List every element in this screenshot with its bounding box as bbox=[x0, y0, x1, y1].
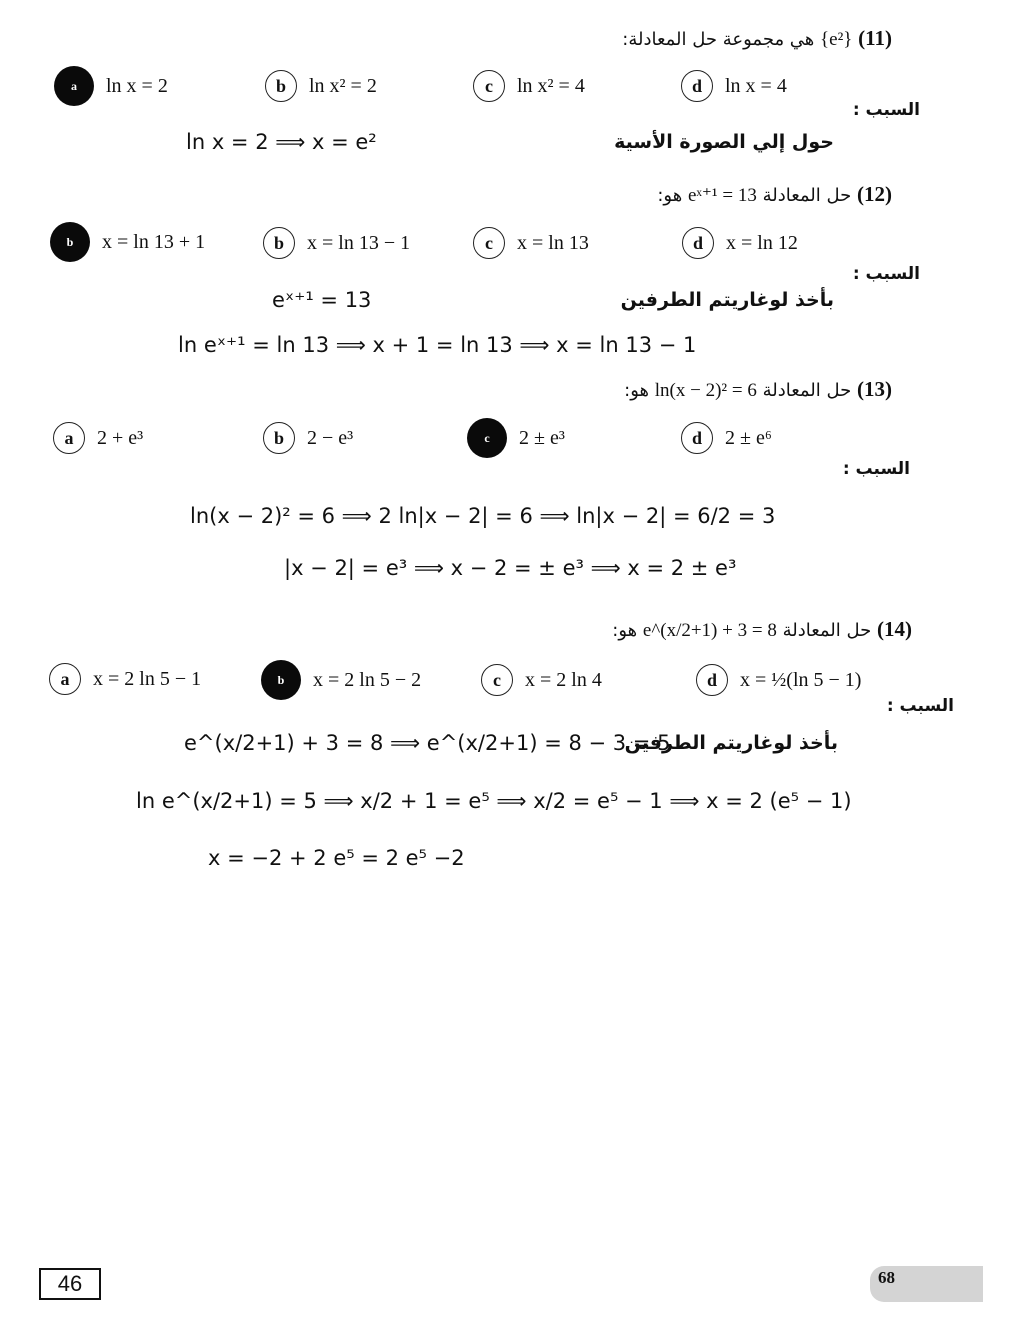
reason-label: السبب : bbox=[852, 264, 920, 284]
solution-step: ln x = 2 ⟹ x = e² bbox=[186, 130, 377, 154]
option-c[interactable] bbox=[473, 70, 585, 102]
selected-option-marker: b bbox=[261, 660, 301, 700]
option-marker: c bbox=[473, 70, 505, 102]
book-page-number: 68 bbox=[878, 1268, 895, 1287]
question-equation: e^(x/2+1) + 3 = 8 bbox=[642, 620, 777, 641]
solution-note: حول إلي الصورة الأسية bbox=[614, 131, 834, 153]
option-a[interactable] bbox=[54, 66, 168, 106]
question-text: حل المعادلة bbox=[762, 380, 852, 401]
reason-label: السبب : bbox=[886, 696, 954, 716]
option-marker: b bbox=[263, 227, 295, 259]
question-text: هو: bbox=[657, 185, 683, 206]
selected-option-marker: c bbox=[467, 418, 507, 458]
solution-note: بأخذ لوغاريتم الطرفين bbox=[620, 289, 834, 311]
option-marker: d bbox=[696, 664, 728, 696]
question-13-header bbox=[624, 377, 892, 402]
question-text: هي مجموعة حل المعادلة: bbox=[622, 29, 815, 50]
option-a[interactable] bbox=[53, 422, 143, 454]
option-b[interactable] bbox=[263, 422, 353, 454]
question-text: هو: bbox=[612, 620, 638, 641]
option-marker: b bbox=[263, 422, 295, 454]
option-d[interactable] bbox=[682, 227, 798, 259]
reason-label: السبب : bbox=[842, 459, 910, 479]
option-d[interactable] bbox=[696, 664, 861, 696]
question-equation: ln(x − 2)² = 6 bbox=[654, 380, 757, 401]
question-equation: {e²} bbox=[820, 29, 853, 50]
question-14-header bbox=[612, 617, 912, 642]
option-text: x = ln 13 + 1 bbox=[102, 230, 206, 253]
option-text: 2 − e³ bbox=[307, 426, 354, 449]
option-text: x = ln 13 bbox=[517, 231, 589, 254]
solution-step: e^(x/2+1) + 3 = 8 ⟹ e^(x/2+1) = 8 − 3 = 5 bbox=[184, 731, 671, 755]
option-text: 2 ± e³ bbox=[519, 426, 565, 449]
reason-label: السبب : bbox=[852, 100, 920, 120]
question-number: (14) bbox=[877, 617, 912, 641]
question-text: حل المعادلة bbox=[782, 620, 872, 641]
option-text: ln x² = 4 bbox=[517, 74, 585, 97]
option-text: x = 2 ln 5 − 1 bbox=[93, 667, 202, 690]
option-marker: c bbox=[481, 664, 513, 696]
option-b[interactable] bbox=[265, 70, 377, 102]
selected-option-marker: a bbox=[54, 66, 94, 106]
question-12-header bbox=[657, 182, 892, 207]
option-c[interactable] bbox=[481, 664, 602, 696]
option-text: ln x = 2 bbox=[106, 74, 168, 97]
question-number: (11) bbox=[858, 26, 892, 50]
option-a[interactable] bbox=[50, 222, 205, 262]
question-text: حل المعادلة bbox=[762, 185, 852, 206]
question-text: هو: bbox=[624, 380, 650, 401]
question-11-header bbox=[622, 26, 892, 51]
option-marker: a bbox=[49, 663, 81, 695]
option-text: x = 2 ln 5 − 2 bbox=[313, 668, 422, 691]
option-b[interactable] bbox=[263, 227, 410, 259]
option-b[interactable] bbox=[261, 660, 421, 700]
solution-note: بأخذ لوغاريتم الطرفين bbox=[624, 732, 838, 754]
option-marker: b bbox=[265, 70, 297, 102]
solution-step: ln(x − 2)² = 6 ⟹ 2 ln|x − 2| = 6 ⟹ ln|x − 2| = 6/2 = 3 bbox=[190, 504, 776, 528]
question-equation: eˣ⁺¹ = 13 bbox=[687, 185, 757, 206]
solution-step: x = −2 + 2 e⁵ = 2 e⁵ −2 bbox=[208, 846, 465, 870]
solution-step: |x − 2| = e³ ⟹ x − 2 = ± e³ ⟹ x = 2 ± e³ bbox=[284, 556, 737, 580]
option-d[interactable] bbox=[681, 70, 787, 102]
option-text: 2 ± e⁶ bbox=[725, 426, 772, 449]
option-d[interactable] bbox=[681, 422, 772, 454]
option-text: ln x = 4 bbox=[725, 74, 787, 97]
page-number-box bbox=[39, 1268, 101, 1300]
option-marker: d bbox=[681, 422, 713, 454]
solution-step: ln eˣ⁺¹ = ln 13 ⟹ x + 1 = ln 13 ⟹ x = ln 13 − 1 bbox=[178, 333, 697, 357]
option-c[interactable] bbox=[467, 418, 565, 458]
question-number: (13) bbox=[857, 377, 892, 401]
option-marker: d bbox=[682, 227, 714, 259]
question-number: (12) bbox=[857, 182, 892, 206]
option-text: x = ½(ln 5 − 1) bbox=[740, 668, 862, 691]
option-text: x = 2 ln 4 bbox=[525, 668, 602, 691]
page-number: 46 bbox=[57, 1271, 83, 1296]
option-text: ln x² = 2 bbox=[309, 74, 377, 97]
option-marker: a bbox=[53, 422, 85, 454]
selected-option-marker: b bbox=[50, 222, 90, 262]
solution-step: eˣ⁺¹ = 13 bbox=[272, 288, 372, 312]
option-c[interactable] bbox=[473, 227, 589, 259]
solution-step: ln e^(x/2+1) = 5 ⟹ x/2 + 1 = e⁵ ⟹ x/2 = e⁵ − 1 ⟹ x = 2 (e⁵ − 1) bbox=[136, 789, 852, 813]
option-text: x = ln 12 bbox=[726, 231, 798, 254]
option-text: 2 + e³ bbox=[97, 426, 144, 449]
option-a[interactable] bbox=[49, 663, 201, 695]
option-marker: d bbox=[681, 70, 713, 102]
option-marker: c bbox=[473, 227, 505, 259]
option-text: x = ln 13 − 1 bbox=[307, 231, 411, 254]
